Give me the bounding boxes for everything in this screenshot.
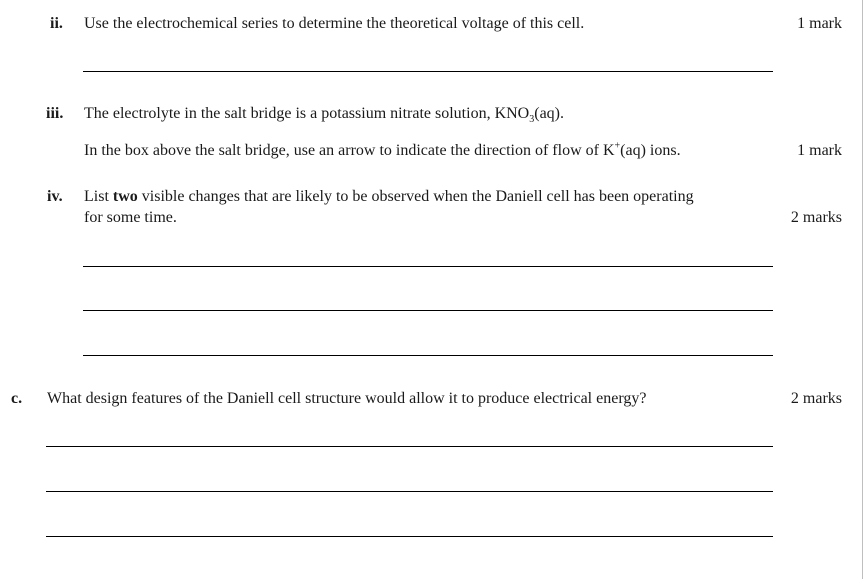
answer-line-iv-1[interactable] (83, 266, 773, 267)
question-text-iv-rest: visible changes that are likely to be observed when the Daniell cell has been operating (137, 188, 694, 205)
question-text-iii-main: The electrolyte in the salt bridge is a potassium nitrate solution, KNO (84, 105, 530, 122)
answer-line-iv-3[interactable] (83, 355, 773, 356)
answer-line-c-1[interactable] (46, 446, 773, 447)
marks-iv: 2 marks (790, 209, 842, 226)
question-text-iii-end: (aq). (534, 105, 564, 122)
question-text-iii (84, 104, 564, 124)
instruction-text-iii-end: (aq) ions. (620, 142, 681, 159)
marks-iii: 1 mark (797, 142, 842, 159)
question-number-iii: iii. (46, 105, 64, 122)
question-text-iv-line1 (84, 187, 694, 207)
marks-c: 2 marks (790, 390, 842, 407)
emphasis-two: two (112, 188, 138, 205)
question-number-ii: ii. (50, 15, 63, 32)
answer-line-ii-1[interactable] (83, 71, 773, 72)
question-number-c: c. (11, 390, 23, 407)
question-text-ii: Use the electrochemical series to determine the theoretical voltage of this cell. (84, 15, 585, 32)
instruction-text-iii-main: In the box above the salt bridge, use an arrow to indicate the direction of flow of K (84, 142, 615, 159)
answer-line-c-2[interactable] (46, 491, 773, 492)
question-text-iv-start: List (84, 188, 113, 205)
answer-line-c-3[interactable] (46, 536, 773, 537)
question-text-c: What design features of the Daniell cell structure would allow it to produce electrical energy? (47, 390, 647, 407)
instruction-text-iii (84, 141, 681, 161)
superscript-plus: + (614, 140, 621, 152)
question-text-iv-line2: for some time. (84, 209, 177, 226)
page-right-edge (862, 0, 863, 579)
question-number-iv: iv. (47, 188, 63, 205)
answer-line-iv-2[interactable] (83, 310, 773, 311)
subscript-3: 3 (529, 114, 535, 126)
marks-ii: 1 mark (797, 15, 842, 32)
